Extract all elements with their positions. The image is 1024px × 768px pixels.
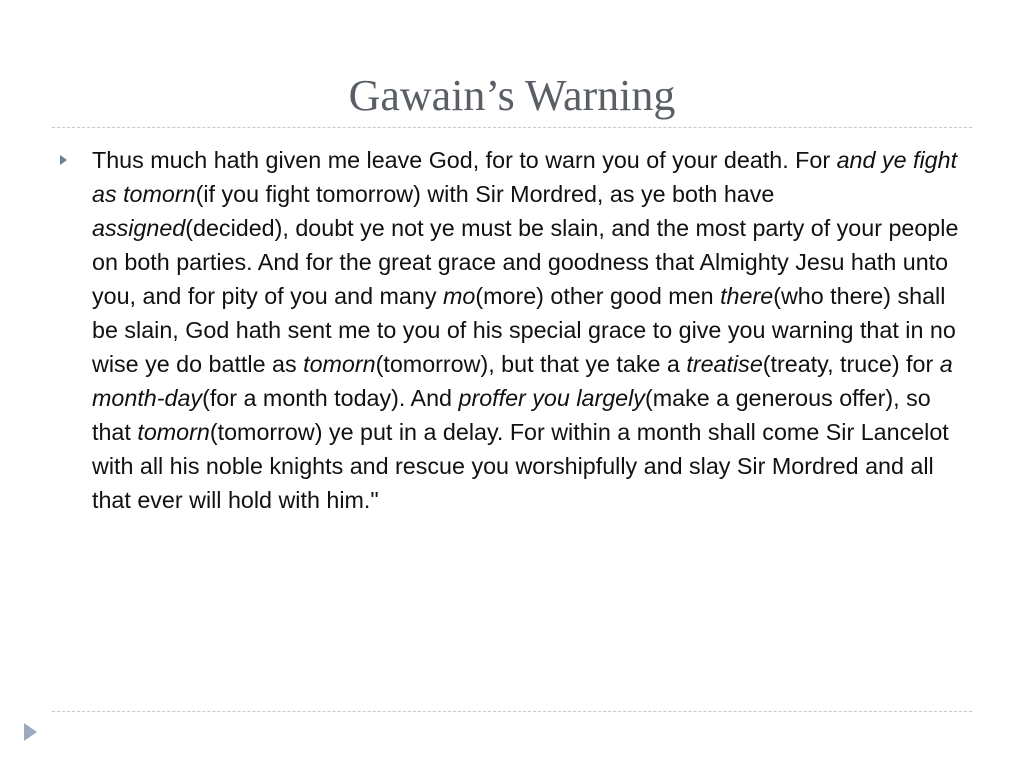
italic-term: tomorn: [137, 419, 210, 445]
text-run: (who there) shall be slain, God hath sent me to you of his special grace to give you warning that in no wise ye do battle as: [92, 283, 956, 377]
footer-divider: [52, 711, 972, 712]
text-run: (treaty, truce) for: [762, 351, 940, 377]
text-run: (tomorrow) ye put in a delay. For within a month shall come Sir Lancelot with all his noble knights and rescue you worshipfully and slay Sir Mordred and all that ever will hold with him.": [92, 419, 949, 513]
italic-term: mo: [442, 283, 476, 309]
italic-term: there: [720, 283, 774, 309]
text-run: (if you fight tomorrow) with Sir Mordred, as ye both have: [195, 181, 775, 207]
text-run: (make a generous offer), so that: [92, 385, 931, 445]
text-run: (for a month today). And: [202, 385, 459, 411]
italic-term: treatise: [686, 351, 763, 377]
italic-term: assigned: [92, 215, 186, 241]
text-run: Thus much hath given me leave God, for to warn you of your death. For: [92, 147, 837, 173]
play-triangle-icon[interactable]: [24, 723, 37, 741]
body-paragraph: [92, 143, 970, 517]
italic-term: and ye fight as tomorn: [92, 147, 958, 207]
italic-term: proffer you largely: [458, 385, 645, 411]
slide-title: Gawain’s Warning: [348, 71, 676, 120]
text-run: (more) other good men: [475, 283, 721, 309]
italic-term: tomorn: [303, 351, 376, 377]
title-divider: [52, 127, 972, 128]
text-run: (tomorrow), but that ye take a: [375, 351, 687, 377]
triangle-bullet-icon: [60, 155, 67, 165]
italic-term: a month-day: [92, 351, 953, 411]
text-run: (decided), doubt ye not ye must be slain, and the most party of your people on both parties. And for the great grace and goodness that Almighty Jesu hath unto you, and for pity of you and many: [92, 215, 959, 309]
